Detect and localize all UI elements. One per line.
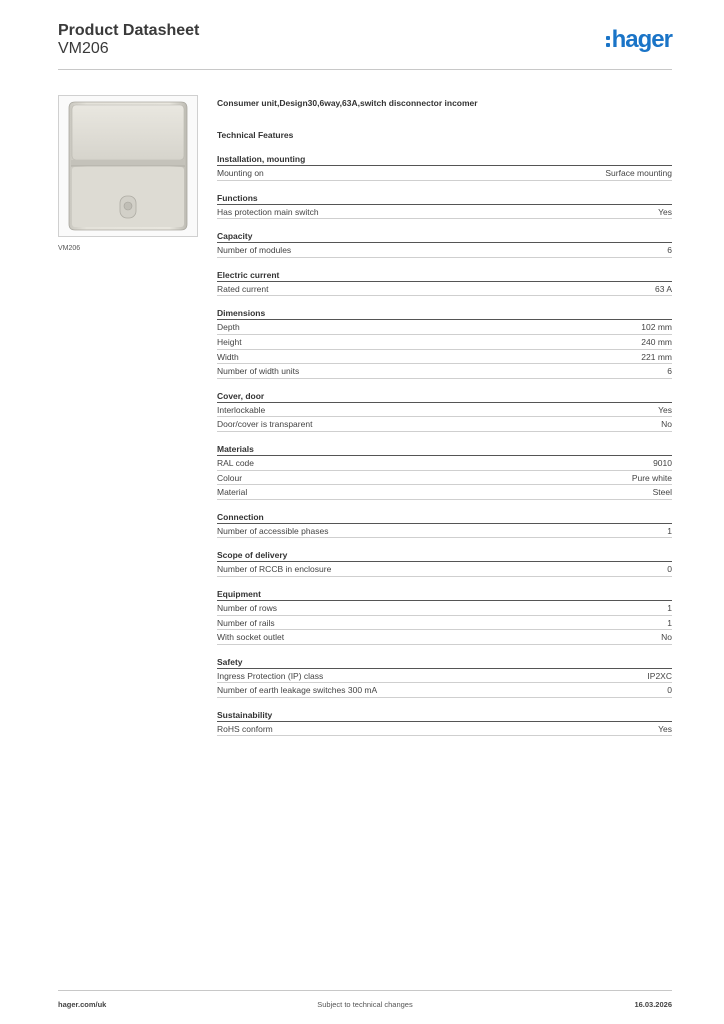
page-header xyxy=(58,22,672,70)
spec-label: Number of rows xyxy=(217,602,277,613)
page-footer xyxy=(58,990,672,1014)
spec-label: Number of modules xyxy=(217,245,292,256)
logo-text: hager xyxy=(611,26,672,53)
spec-row xyxy=(217,417,672,432)
spec-row xyxy=(217,320,672,335)
product-image xyxy=(58,95,198,237)
spec-value: 221 mm xyxy=(641,351,672,362)
footer-notice: Subject to technical changes xyxy=(317,1000,413,1009)
technical-features-heading: Technical Features xyxy=(217,130,294,140)
consumer-unit-illustration xyxy=(59,96,197,236)
spec-label: Number of width units xyxy=(217,366,300,377)
section-title: Cover, door xyxy=(217,390,672,403)
section-title: Materials xyxy=(217,443,672,456)
section-capacity xyxy=(217,230,672,258)
spec-label: Depth xyxy=(217,322,240,333)
section-title: Equipment xyxy=(217,588,672,601)
spec-row xyxy=(217,205,672,220)
spec-value: Surface mounting xyxy=(605,168,672,178)
section-title: Scope of delivery xyxy=(217,549,672,562)
spec-row xyxy=(217,683,672,698)
spec-label: Number of earth leakage switches 300 mA xyxy=(217,685,378,696)
spec-row xyxy=(217,335,672,350)
spec-row xyxy=(217,722,672,737)
section-title: Electric current xyxy=(217,269,672,282)
product-code: VM206 xyxy=(58,40,109,57)
section-title: Functions xyxy=(217,192,672,205)
spec-label: Height xyxy=(217,336,242,347)
spec-label: With socket outlet xyxy=(217,632,285,643)
spec-value: 240 mm xyxy=(641,336,672,347)
spec-value: 0 xyxy=(667,685,672,696)
spec-row xyxy=(217,403,672,418)
spec-label: RAL code xyxy=(217,457,255,468)
section-installation xyxy=(217,153,672,181)
section-title: Capacity xyxy=(217,230,672,243)
spec-label: Ingress Protection (IP) class xyxy=(217,670,324,681)
spec-row xyxy=(217,669,672,684)
spec-label: Rated current xyxy=(217,283,269,294)
spec-label: Door/cover is transparent xyxy=(217,419,313,430)
spec-row xyxy=(217,601,672,616)
section-dimensions xyxy=(217,307,672,378)
spec-label: Has protection main switch xyxy=(217,206,319,217)
spec-label: RoHS conform xyxy=(217,723,273,734)
spec-value: 102 mm xyxy=(641,322,672,333)
footer-date: 16.03.2026 xyxy=(634,1000,672,1009)
spec-label: Colour xyxy=(217,472,243,483)
footer-website-link[interactable]: hager.com/uk xyxy=(58,1000,107,1009)
section-functions xyxy=(217,192,672,220)
section-title: Safety xyxy=(217,656,672,669)
spec-label: Mounting on xyxy=(217,168,264,178)
hager-logo xyxy=(606,27,672,53)
spec-value: 1 xyxy=(667,602,672,613)
spec-row xyxy=(217,485,672,500)
spec-value: Pure white xyxy=(631,472,672,483)
section-safety xyxy=(217,656,672,698)
spec-value: Yes xyxy=(658,723,672,734)
spec-value: 1 xyxy=(667,525,672,536)
spec-row xyxy=(217,350,672,365)
datasheet-content xyxy=(217,96,672,736)
spec-row xyxy=(217,562,672,577)
section-cover-door xyxy=(217,390,672,432)
spec-label: Number of rails xyxy=(217,617,275,628)
spec-value: 0 xyxy=(667,564,672,575)
section-electric-current xyxy=(217,269,672,297)
spec-value: 63 A xyxy=(654,283,672,294)
spec-row xyxy=(217,282,672,297)
spec-value: 6 xyxy=(667,245,672,256)
spec-row xyxy=(217,616,672,631)
spec-label: Interlockable xyxy=(217,404,266,415)
spec-value: No xyxy=(661,419,672,430)
section-title: Connection xyxy=(217,511,672,524)
spec-row xyxy=(217,524,672,539)
section-equipment xyxy=(217,588,672,645)
spec-row xyxy=(217,243,672,258)
document-title: Product Datasheet xyxy=(58,22,200,39)
spec-value: Yes xyxy=(658,206,672,217)
spec-value: No xyxy=(661,632,672,643)
spec-row xyxy=(217,456,672,471)
spec-row xyxy=(217,166,672,181)
image-caption: VM206 xyxy=(58,245,81,252)
section-materials xyxy=(217,443,672,500)
spec-label: Number of accessible phases xyxy=(217,525,329,536)
spec-value: Yes xyxy=(658,404,672,415)
section-title: Sustainability xyxy=(217,709,672,722)
spec-row xyxy=(217,364,672,379)
spec-value: 9010 xyxy=(653,457,672,468)
spec-label: Material xyxy=(217,487,248,498)
spec-label: Width xyxy=(217,351,239,362)
section-scope-of-delivery xyxy=(217,549,672,577)
logo-dots-icon xyxy=(606,36,610,47)
product-description: Consumer unit,Design30,6way,63A,switch disconnector incomer xyxy=(217,98,478,108)
section-sustainability xyxy=(217,709,672,737)
section-title: Installation, mounting xyxy=(217,153,672,166)
spec-row xyxy=(217,630,672,645)
section-connection xyxy=(217,511,672,539)
spec-value: 1 xyxy=(667,617,672,628)
spec-value: Steel xyxy=(652,487,672,498)
spec-row xyxy=(217,471,672,486)
section-title: Dimensions xyxy=(217,307,672,320)
spec-value: 6 xyxy=(667,366,672,377)
spec-value: IP2XC xyxy=(647,670,672,681)
spec-label: Number of RCCB in enclosure xyxy=(217,564,332,575)
